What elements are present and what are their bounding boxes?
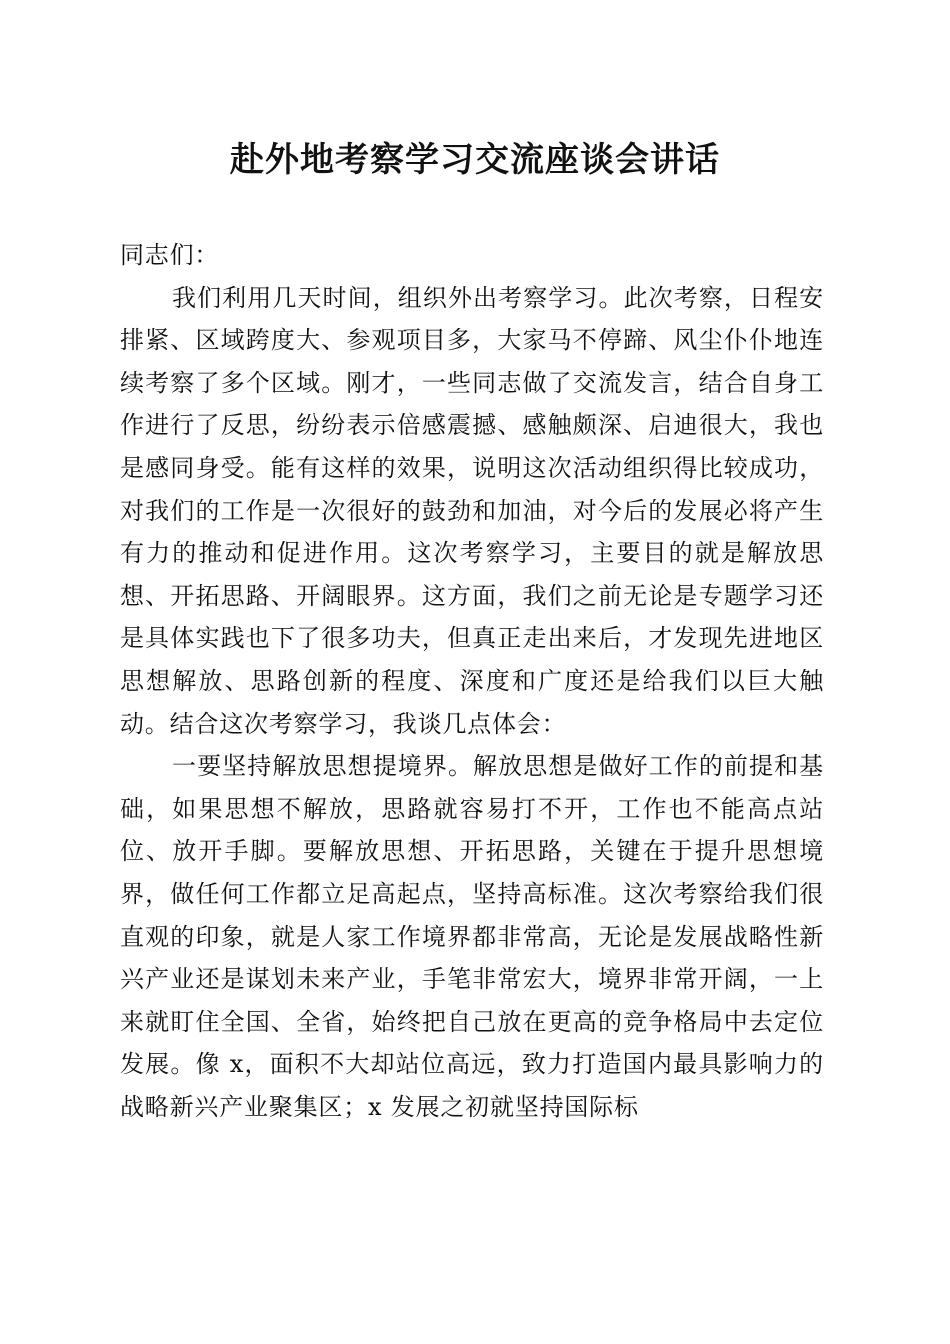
document-body [120,234,824,1128]
salutation: 同志们： [120,241,220,269]
paragraph-intro: 我们利用几天时间，组织外出考察学习。此次考察，日程安排紧、区域跨度大、参观项目多，大家马不停蹄、风尘仆仆地连续考察了多个区域。刚才，一些同志做了交流发言，结合自身工作进行了反思，纷纷表示倍感震撼、感触颇深、启迪很大，我也是感同身受。能有这样的效果，说明这次活动组织得比较成功，对我们的工作是一次很好的鼓劲和加油，对今后的发展必将产生有力的推动和促进作用。这次考察学习，主要目的就是解放思想、开拓思路、开阔眼界。这方面，我们之前无论是专题学习还是具体实践也下了很多功夫，但真正走出来后，才发现先进地区思想解放、思路创新的程度、深度和广度还是给我们以巨大触动。结合这次考察学习，我谈几点体会： [120,283,824,738]
paragraph-point-one: 一要坚持解放思想提境界。解放思想是做好工作的前提和基础，如果思想不解放，思路就容易打不开，工作也不能高点站位、放开手脚。要解放思想、开拓思路，关键在于提升思想境界，做任何工作都立足高起点，坚持高标准。这次考察给我们很直观的印象，就是人家工作境界都非常高，无论是发展战略性新兴产业还是谋划未来产业，手笔非常宏大，境界非常开阔，一上来就盯住全国、全省，始终把自己放在更高的竞争格局中去定位发展。像 x，面积不大却站位高远，致力打造国内最具影响力的战略新兴产业聚集区；x 发展之初就坚持国际标 [120,752,824,1121]
document-title: 赴外地考察学习交流座谈会讲话 [230,140,720,180]
